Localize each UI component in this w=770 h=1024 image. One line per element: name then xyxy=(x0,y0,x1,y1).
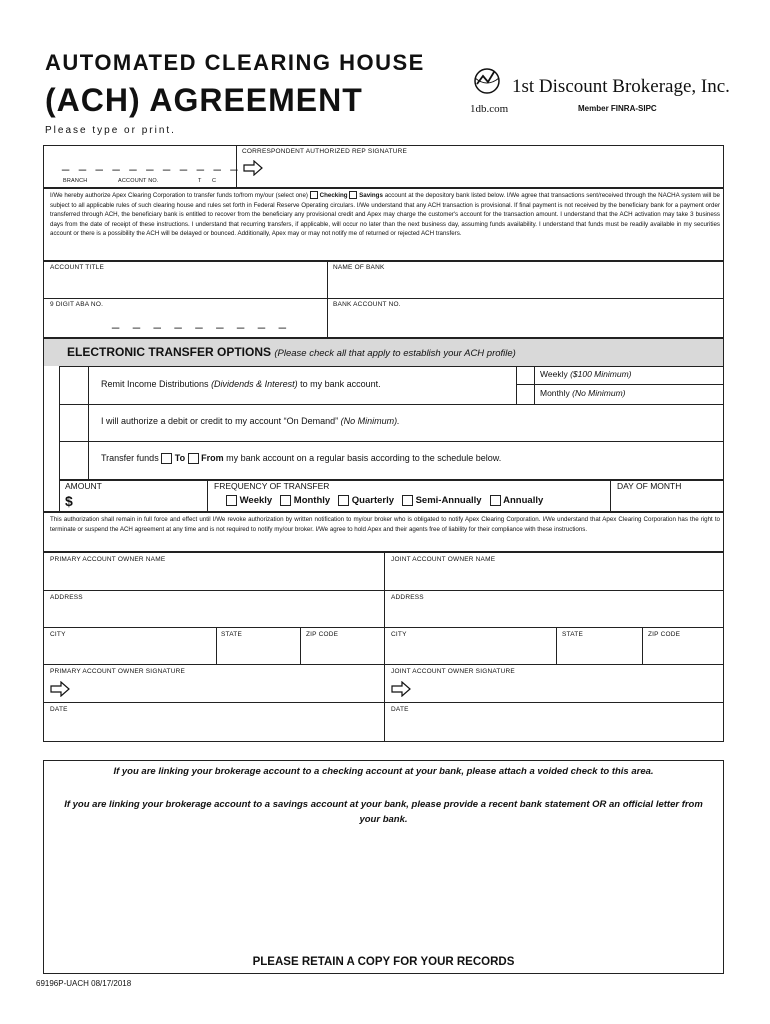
transfer-options-title: ELECTRONIC TRANSFER OPTIONS xyxy=(67,345,272,359)
logo-member-text: Member FINRA-SIPC xyxy=(578,104,657,113)
remit-income-label: Remit Income Distributions xyxy=(101,379,209,389)
savings-note: If you are linking your brokerage account to a savings account at your bank, please provide a recent bank statement OR an official letter from your bank. xyxy=(64,799,703,825)
joint-city-label: CITY xyxy=(391,631,407,638)
joint-name-field[interactable] xyxy=(389,565,720,587)
form-title-line2: (ACH) AGREEMENT xyxy=(45,82,363,118)
primary-date-label: DATE xyxy=(50,706,68,713)
transfer-options-heading xyxy=(67,345,516,359)
authorization-text-rest: account at the depository bank listed below. I/We agree that transactions sent/received through the NACHA system will be subject to all applicable rules of such clearing house and rules set forth in Federal Reserve Operating circulars. I/We understand that any ACH transaction is provisional. If final payment is not received by the beneficiary bank for a payment order transferred through ACH, the beneficiary bank is entitled to recover from the beneficiary any provisional credit and Apex may charge the customer's account for the transaction amount. I understand that the ACH activation may take 3 business days from the date of receipt of these instructions. I understand that recurring transfers, if applicable, will occur no later than the next business day, assuming funds availability. I understand that funds must be readily available in my securities account or there is a possibility the ACH will be delayed or bounced. Additionally, Apex may or may not notify me of returned or rejected ACH transfers. xyxy=(50,192,720,238)
checking-checkbox[interactable] xyxy=(310,191,318,199)
transfer-funds-label: Transfer funds xyxy=(101,453,159,463)
remit-income-tail: to my bank account. xyxy=(300,379,381,389)
joint-signature-arrow-icon xyxy=(391,681,411,697)
frequency-options xyxy=(226,495,543,506)
frequency-annually-checkbox[interactable] xyxy=(490,495,501,506)
frequency-label: FREQUENCY OF TRANSFER xyxy=(214,481,330,491)
weekly-remit-label: Weekly ($100 Minimum) xyxy=(540,369,632,379)
primary-address-label: ADDRESS xyxy=(50,594,83,601)
primary-name-field[interactable] xyxy=(48,565,380,587)
frequency-weekly-checkbox[interactable] xyxy=(226,495,237,506)
remit-income-text xyxy=(101,379,381,389)
aba-number-dashes[interactable]: _ _ _ _ _ _ _ _ _ xyxy=(112,314,291,329)
frequency-monthly-checkbox[interactable] xyxy=(280,495,291,506)
transfer-options-note: (Please check all that apply to establish your ACH profile) xyxy=(274,348,516,359)
primary-zip-label: ZIP CODE xyxy=(306,631,339,638)
joint-name-label: JOINT ACCOUNT OWNER NAME xyxy=(391,556,496,563)
account-title-field[interactable] xyxy=(48,273,323,295)
primary-city-label: CITY xyxy=(50,631,66,638)
logo-url: 1db.com xyxy=(470,103,509,115)
monthly-remit-label: Monthly (No Minimum) xyxy=(540,388,626,398)
on-demand-label: I will authorize a debit or credit to my account “On Demand” xyxy=(101,416,339,426)
frequency-weekly-label: Weekly xyxy=(239,495,273,507)
on-demand-text xyxy=(101,416,400,426)
to-checkbox[interactable] xyxy=(161,453,172,464)
frequency-semi-annually-label: Semi-Annually xyxy=(415,495,482,507)
name-of-bank-label: NAME OF BANK xyxy=(333,264,385,271)
transfer-funds-checkbox[interactable] xyxy=(62,444,86,478)
aba-label: 9 DIGIT ABA NO. xyxy=(50,301,104,308)
authorization-remain-text: This authorization shall remain in full force and effect until I/We revoke authorization by written notification to my/our broker who is obligated to notify Apex Clearing Corporation. I/We understand that Apex Clearing Corporation has the right to terminate or suspend the ACH agreement at any time and is not required to notify my/our broker. I/We agree to hold Apex and their agents free of liability for their compliance with these instructions. xyxy=(50,516,720,533)
form-id: 69196P-UACH 08/17/2018 xyxy=(36,979,132,988)
frequency-monthly-label: Monthly xyxy=(293,495,331,507)
transfer-funds-text xyxy=(101,453,501,464)
form-title-line1: AUTOMATED CLEARING HOUSE xyxy=(45,50,425,75)
authorization-paragraph xyxy=(50,191,720,239)
day-of-month-label: DAY OF MONTH xyxy=(617,481,682,491)
authorization-text-start: I/We hereby authorize Apex Clearing Corporation to transfer funds to/from my/our (select one) xyxy=(50,192,308,199)
from-label: From xyxy=(201,453,224,463)
amount-field[interactable] xyxy=(78,494,203,510)
rep-signature-label: CORRESPONDENT AUTHORIZED REP SIGNATURE xyxy=(242,148,408,155)
bank-account-no-label: BANK ACCOUNT NO. xyxy=(333,301,401,308)
on-demand-italic: (No Minimum). xyxy=(340,416,400,426)
remit-income-checkbox[interactable] xyxy=(62,369,86,402)
joint-signature-label: JOINT ACCOUNT OWNER SIGNATURE xyxy=(391,668,515,675)
joint-date-field[interactable] xyxy=(389,715,720,739)
frequency-quarterly-checkbox[interactable] xyxy=(338,495,349,506)
to-label: To xyxy=(174,453,186,463)
joint-state-field[interactable] xyxy=(559,640,639,662)
dollar-sign: $ xyxy=(65,493,73,509)
name-of-bank-field[interactable] xyxy=(332,273,720,295)
joint-city-field[interactable] xyxy=(389,640,553,662)
primary-signature-arrow-icon xyxy=(50,681,70,697)
checking-label: Checking xyxy=(319,192,348,199)
on-demand-checkbox[interactable] xyxy=(62,407,86,439)
logo-company-name: 1st Discount Brokerage, Inc. xyxy=(512,76,730,97)
weekly-remit-checkbox[interactable] xyxy=(518,368,532,382)
primary-signature-field[interactable] xyxy=(74,677,380,699)
account-title-label: ACCOUNT TITLE xyxy=(50,264,105,271)
primary-address-field[interactable] xyxy=(48,603,380,625)
joint-date-label: DATE xyxy=(391,706,409,713)
frequency-annually-label: Annually xyxy=(503,495,544,507)
primary-signature-label: PRIMARY ACCOUNT OWNER SIGNATURE xyxy=(50,668,186,675)
account-number-dashes[interactable]: _ _ _ _ _ _ _ _ _ _ _ xyxy=(62,156,241,171)
primary-date-field[interactable] xyxy=(48,715,380,739)
primary-state-label: STATE xyxy=(221,631,242,638)
checking-note: If you are linking your brokerage account to a checking account at your bank, please attach a voided check to this area. xyxy=(113,766,654,777)
amount-label: AMOUNT xyxy=(65,481,102,491)
from-checkbox[interactable] xyxy=(188,453,199,464)
joint-zip-label: ZIP CODE xyxy=(648,631,681,638)
primary-name-label: PRIMARY ACCOUNT OWNER NAME xyxy=(50,556,166,563)
instruction-text: Please type or print. xyxy=(45,125,176,136)
frequency-semi-annually-checkbox[interactable] xyxy=(402,495,413,506)
attach-check-area xyxy=(43,760,724,974)
t-label: T xyxy=(198,178,202,184)
account-no-label: ACCOUNT NO. xyxy=(118,178,159,184)
joint-zip-field[interactable] xyxy=(645,640,721,662)
c-label: C xyxy=(212,178,217,184)
primary-city-field[interactable] xyxy=(48,640,213,662)
branch-label: BRANCH xyxy=(63,178,88,184)
joint-address-field[interactable] xyxy=(389,603,720,625)
retain-copy-text: PLEASE RETAIN A COPY FOR YOUR RECORDS xyxy=(252,956,515,968)
savings-label: Savings xyxy=(359,192,383,199)
transfer-funds-tail: my bank account on a regular basis according to the schedule below. xyxy=(226,453,502,463)
joint-address-label: ADDRESS xyxy=(391,594,424,601)
primary-zip-field[interactable] xyxy=(303,640,381,662)
joint-state-label: STATE xyxy=(562,631,583,638)
day-of-month-field[interactable] xyxy=(617,493,720,509)
logo-globe-icon xyxy=(470,66,506,102)
monthly-remit-checkbox[interactable] xyxy=(518,386,532,402)
bank-account-no-field[interactable] xyxy=(332,310,720,334)
rep-signature-arrow-icon xyxy=(243,160,263,176)
joint-signature-field[interactable] xyxy=(415,677,720,699)
savings-checkbox[interactable] xyxy=(349,191,357,199)
rep-signature-field[interactable] xyxy=(265,158,720,184)
frequency-quarterly-label: Quarterly xyxy=(351,495,395,507)
remit-income-italic: (Dividends & Interest) xyxy=(211,379,298,389)
primary-state-field[interactable] xyxy=(219,640,298,662)
